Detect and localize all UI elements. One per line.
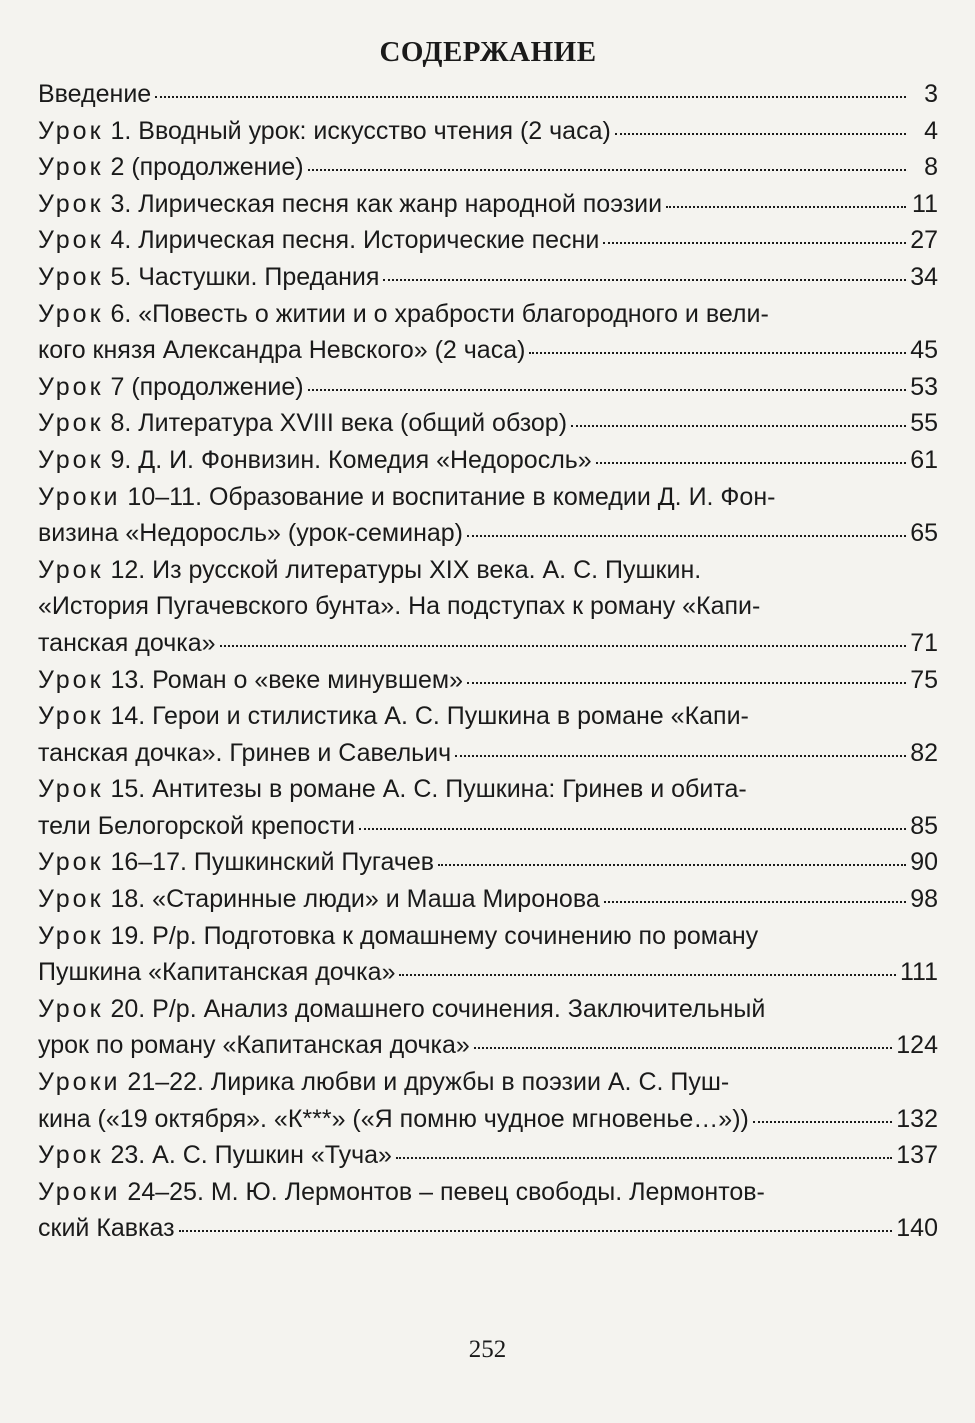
toc-page-number: 111 bbox=[899, 958, 938, 987]
page-number: 252 bbox=[468, 1336, 507, 1363]
toc-entry-label: Урок bbox=[38, 555, 104, 584]
toc-entry-text bbox=[38, 300, 769, 328]
toc-entry-line bbox=[38, 918, 938, 955]
toc-entry-label: Урок bbox=[38, 153, 104, 182]
toc-entry-text bbox=[38, 625, 216, 662]
table-of-contents bbox=[38, 76, 938, 1247]
toc-entry-line bbox=[38, 442, 938, 479]
toc-dot-leader bbox=[571, 425, 906, 427]
toc-entry bbox=[38, 479, 938, 552]
toc-entry-text bbox=[38, 442, 592, 479]
toc-entry-line bbox=[38, 1101, 938, 1138]
toc-entry-text bbox=[38, 149, 304, 186]
toc-entry-label: Урок bbox=[38, 702, 104, 731]
toc-entry bbox=[38, 76, 938, 113]
toc-entry-text bbox=[38, 592, 760, 620]
toc-entry-text bbox=[38, 405, 567, 442]
toc-entry-text bbox=[38, 1068, 729, 1096]
toc-entry-text bbox=[38, 76, 151, 113]
toc-entry-title: 1. Вводный урок: искусство чтения (2 часа) bbox=[110, 116, 611, 145]
toc-entry-line bbox=[38, 515, 938, 552]
toc-page-number: 55 bbox=[910, 409, 938, 438]
toc-entry-title: 18. «Старинные люди» и Маша Миронова bbox=[110, 885, 600, 914]
toc-entry-text bbox=[38, 881, 600, 918]
toc-entry-line bbox=[38, 222, 938, 259]
toc-entry bbox=[38, 1137, 938, 1174]
toc-page-number: 85 bbox=[910, 811, 938, 840]
toc-entry-text bbox=[38, 113, 611, 150]
toc-entry-label: Урок bbox=[38, 299, 104, 328]
toc-dot-leader bbox=[615, 133, 906, 135]
toc-entry-text bbox=[38, 735, 451, 772]
toc-entry-line bbox=[38, 662, 938, 699]
toc-entry-label: Урок bbox=[38, 885, 104, 914]
toc-entry-line bbox=[38, 1027, 938, 1064]
toc-page-number: 61 bbox=[910, 445, 938, 474]
toc-entry-title: 24–25. М. Ю. Лермонтов – певец свободы. Лермонтов- bbox=[127, 1177, 765, 1206]
toc-entry-title: 16–17. Пушкинский Пугачев bbox=[110, 848, 435, 877]
toc-entry-line bbox=[38, 332, 938, 369]
toc-entry-line bbox=[38, 186, 938, 223]
toc-entry-title: 10–11. Образование и воспитание в комедии Д. И. Фон- bbox=[127, 482, 776, 511]
page-title: СОДЕРЖАНИЕ bbox=[379, 36, 597, 68]
toc-entry-title: 20. Р/р. Анализ домашнего сочинения. Заключительный bbox=[110, 994, 766, 1023]
toc-entry bbox=[38, 405, 938, 442]
toc-entry bbox=[38, 881, 938, 918]
toc-entry-title: 4. Лирическая песня. Исторические песни bbox=[110, 226, 600, 255]
toc-entry-title: 7 (продолжение) bbox=[110, 372, 304, 401]
toc-entry-text bbox=[38, 808, 355, 845]
toc-entry-line bbox=[38, 1210, 938, 1247]
toc-dot-leader bbox=[467, 682, 906, 684]
toc-entry-title: 9. Д. И. Фонвизин. Комедия «Недоросль» bbox=[110, 445, 592, 474]
toc-entry-title: «История Пугачевского бунта». На подступах к роману «Капи- bbox=[38, 592, 761, 621]
toc-entry-line bbox=[38, 844, 938, 881]
toc-entry-line bbox=[38, 808, 938, 845]
toc-entry-line bbox=[38, 113, 938, 150]
toc-entry-title: танская дочка» bbox=[38, 628, 216, 657]
toc-entry-title: кина («19 октября». «К***» («Я помню чудное мгновенье…»)) bbox=[38, 1104, 749, 1133]
toc-entry-label: Уроки bbox=[38, 482, 121, 511]
toc-entry bbox=[38, 918, 938, 991]
toc-dot-leader bbox=[155, 96, 906, 98]
toc-dot-leader bbox=[438, 864, 906, 866]
toc-entry-label: Урок bbox=[38, 189, 104, 218]
toc-page-number: 140 bbox=[896, 1214, 938, 1243]
toc-entry-label: Урок bbox=[38, 262, 104, 291]
toc-entry-line bbox=[38, 552, 938, 589]
toc-entry bbox=[38, 771, 938, 844]
toc-entry-label: Уроки bbox=[38, 1177, 121, 1206]
toc-entry bbox=[38, 296, 938, 369]
toc-entry-line bbox=[38, 1064, 938, 1101]
toc-page-number: 98 bbox=[910, 885, 938, 914]
toc-dot-leader bbox=[467, 535, 906, 537]
toc-entry-line bbox=[38, 149, 938, 186]
toc-entry-label: Урок bbox=[38, 848, 104, 877]
toc-entry-text bbox=[38, 369, 304, 406]
toc-entry bbox=[38, 259, 938, 296]
toc-entry-label: Урок bbox=[38, 116, 104, 145]
toc-dot-leader bbox=[666, 206, 906, 208]
toc-entry-title: тели Белогорской крепости bbox=[38, 811, 356, 840]
toc-page-number: 65 bbox=[910, 519, 938, 548]
toc-entry-label: Урок bbox=[38, 372, 104, 401]
toc-page-number: 137 bbox=[896, 1141, 938, 1170]
toc-entry bbox=[38, 1064, 938, 1137]
toc-entry-label: Уроки bbox=[38, 1068, 121, 1097]
toc-entry-text bbox=[38, 995, 765, 1023]
toc-entry-title: визина «Недоросль» (урок-семинар) bbox=[38, 519, 464, 548]
toc-entry-label: Урок bbox=[38, 409, 104, 438]
toc-dot-leader bbox=[359, 828, 906, 830]
toc-entry-text bbox=[38, 483, 775, 511]
toc-entry-title: 12. Из русской литературы XIX века. А. С. Пушкин. bbox=[110, 555, 702, 584]
toc-entry-line bbox=[38, 735, 938, 772]
toc-entry-text bbox=[38, 662, 463, 699]
toc-page-number: 45 bbox=[910, 336, 938, 365]
toc-entry-label: Урок bbox=[38, 1141, 104, 1170]
toc-entry-line bbox=[38, 698, 938, 735]
toc-dot-leader bbox=[308, 389, 906, 391]
toc-entry-line bbox=[38, 259, 938, 296]
toc-entry bbox=[38, 222, 938, 259]
toc-entry-title: танская дочка». Гринев и Савельич bbox=[38, 738, 452, 767]
toc-entry bbox=[38, 662, 938, 699]
toc-entry bbox=[38, 186, 938, 223]
toc-entry-title: 15. Антитезы в романе А. С. Пушкина: Гринев и обита- bbox=[110, 775, 747, 804]
toc-dot-leader bbox=[529, 352, 906, 354]
toc-entry-title: Пушкина «Капитанская дочка» bbox=[38, 958, 396, 987]
toc-entry-line bbox=[38, 991, 938, 1028]
toc-entry-text bbox=[38, 515, 463, 552]
toc-entry-label: Урок bbox=[38, 994, 104, 1023]
toc-entry bbox=[38, 1174, 938, 1247]
toc-entry-text bbox=[38, 954, 395, 991]
toc-entry-text bbox=[38, 186, 662, 223]
toc-page-number: 82 bbox=[910, 738, 938, 767]
toc-entry-line bbox=[38, 1137, 938, 1174]
toc-entry-text bbox=[38, 332, 525, 369]
document-page bbox=[38, 30, 938, 1247]
toc-entry-line bbox=[38, 76, 938, 113]
toc-page-number: 27 bbox=[910, 226, 938, 255]
toc-entry-title: урок по роману «Капитанская дочка» bbox=[38, 1031, 470, 1060]
toc-page-number: 75 bbox=[910, 665, 938, 694]
toc-entry-title: 3. Лирическая песня как жанр народной поэзии bbox=[110, 189, 663, 218]
toc-entry-text bbox=[38, 556, 701, 584]
toc-entry bbox=[38, 113, 938, 150]
toc-page-number: 53 bbox=[910, 372, 938, 401]
toc-entry-text bbox=[38, 702, 749, 730]
toc-entry-title: 5. Частушки. Предания bbox=[110, 262, 380, 291]
toc-entry-label: Урок bbox=[38, 226, 104, 255]
toc-page-number: 3 bbox=[924, 80, 938, 108]
toc-entry bbox=[38, 991, 938, 1064]
toc-entry-title: 23. А. С. Пушкин «Туча» bbox=[110, 1141, 392, 1170]
toc-entry-text bbox=[38, 844, 434, 881]
toc-entry-title: ский Кавказ bbox=[38, 1214, 175, 1243]
toc-dot-leader bbox=[753, 1121, 892, 1123]
toc-entry-text bbox=[38, 922, 758, 950]
toc-entry-title: 6. «Повесть о житии и о храбрости благородного и вели- bbox=[110, 299, 769, 328]
toc-dot-leader bbox=[179, 1230, 893, 1232]
toc-entry-text bbox=[38, 259, 379, 296]
toc-entry bbox=[38, 369, 938, 406]
toc-entry-title: 21–22. Лирика любви и дружбы в поэзии А. С. Пуш- bbox=[127, 1068, 730, 1097]
toc-dot-leader bbox=[455, 755, 906, 757]
toc-page-number: 4 bbox=[924, 116, 938, 145]
toc-entry-line bbox=[38, 881, 938, 918]
toc-entry-title: 14. Герои и стилистика А. С. Пушкина в романе «Капи- bbox=[110, 702, 749, 731]
toc-entry-line bbox=[38, 954, 938, 991]
toc-entry-line bbox=[38, 1174, 938, 1211]
toc-entry-title: 13. Роман о «веке минувшем» bbox=[110, 665, 464, 694]
toc-entry-line bbox=[38, 369, 938, 406]
toc-entry-title: 2 (продолжение) bbox=[110, 153, 304, 182]
toc-dot-leader bbox=[604, 901, 906, 903]
toc-page-number: 34 bbox=[910, 262, 938, 291]
toc-dot-leader bbox=[308, 169, 906, 171]
toc-page-number: 124 bbox=[896, 1031, 938, 1060]
toc-entry-label: Урок bbox=[38, 775, 104, 804]
toc-entry bbox=[38, 442, 938, 479]
toc-entry-line bbox=[38, 771, 938, 808]
toc-entry-text bbox=[38, 222, 599, 259]
toc-dot-leader bbox=[596, 462, 906, 464]
toc-entry-title: Введение bbox=[38, 80, 152, 108]
toc-dot-leader bbox=[383, 279, 906, 281]
toc-entry-text bbox=[38, 1210, 175, 1247]
toc-entry-text bbox=[38, 1101, 749, 1138]
toc-entry-line bbox=[38, 479, 938, 516]
toc-entry-title: кого князя Александра Невского» (2 часа) bbox=[38, 336, 526, 365]
toc-page-number: 8 bbox=[924, 153, 938, 182]
toc-entry-label: Урок bbox=[38, 665, 104, 694]
toc-dot-leader bbox=[220, 645, 906, 647]
toc-entry-line bbox=[38, 405, 938, 442]
toc-page-number: 71 bbox=[910, 628, 938, 657]
toc-entry bbox=[38, 698, 938, 771]
toc-entry bbox=[38, 844, 938, 881]
toc-dot-leader bbox=[399, 974, 896, 976]
toc-dot-leader bbox=[603, 242, 906, 244]
toc-page-number: 11 bbox=[912, 189, 938, 218]
toc-dot-leader bbox=[474, 1047, 892, 1049]
toc-entry-line bbox=[38, 588, 938, 625]
toc-entry-text bbox=[38, 1178, 765, 1206]
toc-entry-text bbox=[38, 1137, 392, 1174]
toc-entry-title: 19. Р/р. Подготовка к домашнему сочинению по роману bbox=[110, 921, 759, 950]
toc-entry-text bbox=[38, 1027, 470, 1064]
toc-entry bbox=[38, 552, 938, 662]
toc-entry bbox=[38, 149, 938, 186]
toc-entry-label: Урок bbox=[38, 921, 104, 950]
toc-entry-line bbox=[38, 296, 938, 333]
toc-page-number: 90 bbox=[910, 848, 938, 877]
toc-dot-leader bbox=[396, 1157, 892, 1159]
toc-page-number: 132 bbox=[896, 1104, 938, 1133]
toc-entry-label: Урок bbox=[38, 445, 104, 474]
toc-entry-text bbox=[38, 775, 747, 803]
toc-entry-line bbox=[38, 625, 938, 662]
toc-entry-title: 8. Литература XVIII века (общий обзор) bbox=[110, 409, 568, 438]
